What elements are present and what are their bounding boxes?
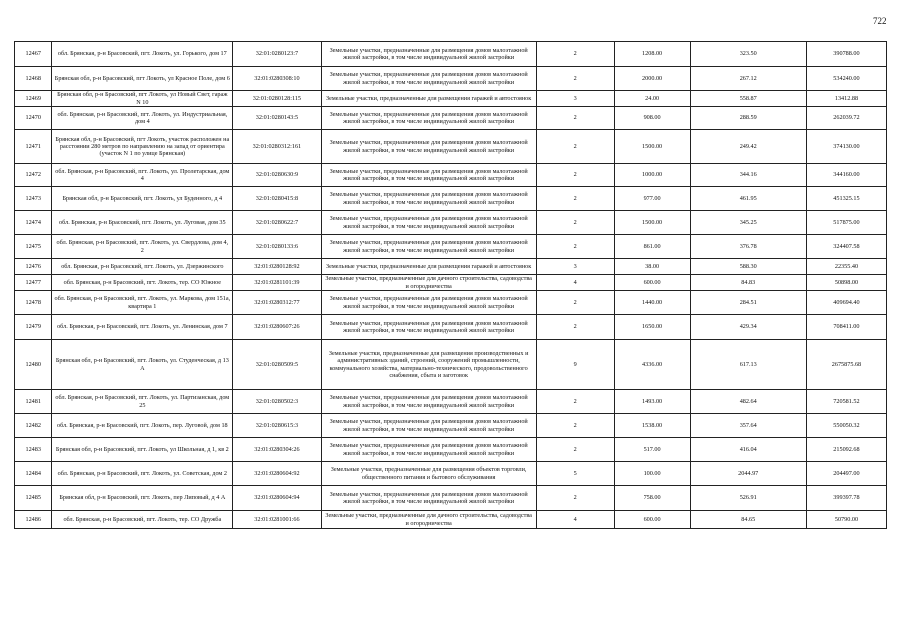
specific-value-cell: 482.64 — [690, 390, 806, 414]
address-cell: Брянская обл, р-н Брасовский, пгт. Локоть, ул Школьная, д 1, кв 2 — [52, 438, 233, 462]
address-cell: Брянская обл, р-н Брасовский, пгт. Локоть, пер Липовый, д 4 А — [52, 486, 233, 511]
address-cell: Брянская обл, р-н Брасовский, пгт. Локоть, ул. Студенческая, д 13 А — [52, 340, 233, 390]
cadastral-number-cell: 32:01:0280607:26 — [233, 315, 321, 340]
specific-value-cell: 267.12 — [690, 67, 806, 91]
record-number: 12485 — [15, 486, 52, 511]
cadastral-number-cell: 32:01:0280312:161 — [233, 130, 321, 164]
record-number: 12478 — [15, 291, 52, 315]
address-cell: обл. Брянская, р-н Брасовский, пгт. Локоть, ул. Ленинская, дом 7 — [52, 315, 233, 340]
cadastral-value-cell: 50898.00 — [806, 275, 886, 291]
cadastral-value-cell: 344160.00 — [806, 164, 886, 187]
area-cell: 1538.00 — [614, 414, 690, 438]
table-row — [15, 275, 887, 291]
specific-value-cell: 284.51 — [690, 291, 806, 315]
cadastral-number-cell: 32:01:0280502:3 — [233, 390, 321, 414]
table-row — [15, 511, 887, 529]
area-cell: 100.00 — [614, 462, 690, 486]
use-group-cell: 2 — [536, 211, 614, 235]
land-use-cell: Земельные участки, предназначенные для размещения гаражей и автостоянок — [321, 259, 536, 275]
record-number: 12467 — [15, 42, 52, 67]
specific-value-cell: 526.91 — [690, 486, 806, 511]
address-cell: обл. Брянская, р-н Брасовский, пгт. Локоть, ул. Дзержинского — [52, 259, 233, 275]
cadastral-value-cell: 262039.72 — [806, 107, 886, 130]
use-group-cell: 2 — [536, 390, 614, 414]
cadastral-number-cell: 32:01:0280308:10 — [233, 67, 321, 91]
use-group-cell: 2 — [536, 315, 614, 340]
record-number: 12470 — [15, 107, 52, 130]
table-row — [15, 211, 887, 235]
table-row — [15, 291, 887, 315]
cadastral-number-cell: 32:01:0280622:7 — [233, 211, 321, 235]
use-group-cell: 2 — [536, 291, 614, 315]
table-row — [15, 390, 887, 414]
address-cell: Брянская обл, р-н Брасовский, пгт Локоть, ул Красное Поле, дом 6 — [52, 67, 233, 91]
area-cell: 4336.00 — [614, 340, 690, 390]
specific-value-cell: 357.64 — [690, 414, 806, 438]
use-group-cell: 2 — [536, 130, 614, 164]
table-row — [15, 414, 887, 438]
cadastral-number-cell: 32:01:0280415:8 — [233, 187, 321, 211]
address-cell: Брянская обл, р-н Брасовский, пгт Локоть, участок расположен на расстоянии 280 метров по направлению на запад от ориентира (участок N 1 по улице Брянская) — [52, 130, 233, 164]
area-cell: 977.00 — [614, 187, 690, 211]
address-cell: Брянская обл, р-н Брасовский, пгт. Локоть, ул Буденного, д 4 — [52, 187, 233, 211]
specific-value-cell: 323.50 — [690, 42, 806, 67]
address-cell: обл. Брянская, р-н Брасовский, пгт. Локоть, тер. СО Дружба — [52, 511, 233, 529]
table-row — [15, 340, 887, 390]
record-number: 12480 — [15, 340, 52, 390]
land-use-cell: Земельные участки, предназначенные для дачного строительства, садоводства и огородничества — [321, 275, 536, 291]
land-use-cell: Земельные участки, предназначенные для размещения домов малоэтажной жилой застройки, в том числе индивидуальной жилой застройки — [321, 164, 536, 187]
record-number: 12483 — [15, 438, 52, 462]
address-cell: обл. Брянская, р-н Брасовский, пгт. Локоть, ул. Горького, дом 17 — [52, 42, 233, 67]
land-use-cell: Земельные участки, предназначенные для размещения домов малоэтажной жилой застройки, в том числе индивидуальной жилой застройки — [321, 235, 536, 259]
area-cell: 600.00 — [614, 511, 690, 529]
cadastral-value-cell: 451325.15 — [806, 187, 886, 211]
use-group-cell: 2 — [536, 187, 614, 211]
specific-value-cell: 344.16 — [690, 164, 806, 187]
cadastral-number-cell: 32:01:0280312:77 — [233, 291, 321, 315]
specific-value-cell: 558.87 — [690, 91, 806, 107]
use-group-cell: 2 — [536, 486, 614, 511]
record-number: 12482 — [15, 414, 52, 438]
address-cell: обл. Брянская, р-н Брасовский, пгт. Локоть, ул. Партизанская, дом 25 — [52, 390, 233, 414]
table-row — [15, 164, 887, 187]
use-group-cell: 2 — [536, 235, 614, 259]
land-use-cell: Земельные участки, предназначенные для дачного строительства, садоводства и огородничества — [321, 511, 536, 529]
record-number: 12468 — [15, 67, 52, 91]
table-row — [15, 462, 887, 486]
cadastral-value-cell: 409694.40 — [806, 291, 886, 315]
land-use-cell: Земельные участки, предназначенные для размещения домов малоэтажной жилой застройки, в том числе индивидуальной жилой застройки — [321, 42, 536, 67]
cadastral-number-cell: 32:01:0280133:6 — [233, 235, 321, 259]
cadastral-number-cell: 32:01:0280630:9 — [233, 164, 321, 187]
land-use-cell: Земельные участки, предназначенные для размещения домов малоэтажной жилой застройки, в том числе индивидуальной жилой застройки — [321, 187, 536, 211]
cadastral-value-cell: 708411.00 — [806, 315, 886, 340]
cadastral-number-cell: 32:01:0280604:92 — [233, 462, 321, 486]
address-cell: обл. Брянская, р-н Брасовский, пгт. Локоть, ул. Луговая, дом 35 — [52, 211, 233, 235]
specific-value-cell: 588.30 — [690, 259, 806, 275]
cadastral-number-cell: 32:01:0280128:92 — [233, 259, 321, 275]
address-cell: обл. Брянская, р-н Брасовский, пгт. Локоть, пер. Луговой, дом 18 — [52, 414, 233, 438]
area-cell: 1500.00 — [614, 211, 690, 235]
use-group-cell: 4 — [536, 511, 614, 529]
specific-value-cell: 84.65 — [690, 511, 806, 529]
record-number: 12479 — [15, 315, 52, 340]
use-group-cell: 3 — [536, 259, 614, 275]
address-cell: обл. Брянская, р-н Брасовский, пгт. Локоть, ул. Пролетарская, дом 4 — [52, 164, 233, 187]
area-cell: 2000.00 — [614, 67, 690, 91]
table-row — [15, 107, 887, 130]
use-group-cell: 2 — [536, 438, 614, 462]
specific-value-cell: 288.59 — [690, 107, 806, 130]
cadastral-number-cell: 32:01:0280604:94 — [233, 486, 321, 511]
table-row — [15, 130, 887, 164]
area-cell: 1440.00 — [614, 291, 690, 315]
address-cell: обл. Брянская, р-н Брасовский, пгт. Локоть, ул. Индустриальная, дом 4 — [52, 107, 233, 130]
cadastral-number-cell: 32:01:0280509:5 — [233, 340, 321, 390]
address-cell: обл. Брянская, р-н Брасовский, пгт. Локоть, ул. Маркова, дом 151а, квартира 1 — [52, 291, 233, 315]
cadastral-value-cell: 2675875.68 — [806, 340, 886, 390]
record-number: 12477 — [15, 275, 52, 291]
land-use-cell: Земельные участки, предназначенные для размещения домов малоэтажной жилой застройки, в том числе индивидуальной жилой застройки — [321, 211, 536, 235]
table-row — [15, 67, 887, 91]
cadastral-value-cell: 517875.00 — [806, 211, 886, 235]
page-number: 722 — [873, 16, 887, 26]
specific-value-cell: 617.13 — [690, 340, 806, 390]
area-cell: 24.00 — [614, 91, 690, 107]
cadastral-value-cell: 374130.00 — [806, 130, 886, 164]
record-number: 12475 — [15, 235, 52, 259]
area-cell: 1208.00 — [614, 42, 690, 67]
record-number: 12484 — [15, 462, 52, 486]
cadastral-value-cell: 390788.00 — [806, 42, 886, 67]
specific-value-cell: 345.25 — [690, 211, 806, 235]
specific-value-cell: 429.34 — [690, 315, 806, 340]
area-cell: 908.00 — [614, 107, 690, 130]
use-group-cell: 4 — [536, 275, 614, 291]
land-use-cell: Земельные участки, предназначенные для размещения домов малоэтажной жилой застройки, в том числе индивидуальной жилой застройки — [321, 438, 536, 462]
area-cell: 600.00 — [614, 275, 690, 291]
cadastral-value-cell: 50790.00 — [806, 511, 886, 529]
area-cell: 517.00 — [614, 438, 690, 462]
land-use-cell: Земельные участки, предназначенные для размещения производственных и административных зданий, строений, сооружений промышленности, коммунального хозяйства, материально-технического, продовольственного снабжения, сбыта и заготовок — [321, 340, 536, 390]
land-use-cell: Земельные участки, предназначенные для размещения домов малоэтажной жилой застройки, в том числе индивидуальной жилой застройки — [321, 390, 536, 414]
table-row — [15, 187, 887, 211]
address-cell: обл. Брянская, р-н Брасовский, пгт. Локоть, ул. Свердлова, дом 4, 2 — [52, 235, 233, 259]
land-use-cell: Земельные участки, предназначенные для размещения домов малоэтажной жилой застройки, в том числе индивидуальной жилой застройки — [321, 130, 536, 164]
use-group-cell: 2 — [536, 67, 614, 91]
cadastral-value-cell: 13412.88 — [806, 91, 886, 107]
use-group-cell: 2 — [536, 42, 614, 67]
area-cell: 1493.00 — [614, 390, 690, 414]
land-use-cell: Земельные участки, предназначенные для размещения домов малоэтажной жилой застройки, в том числе индивидуальной жилой застройки — [321, 315, 536, 340]
specific-value-cell: 2044.97 — [690, 462, 806, 486]
use-group-cell: 5 — [536, 462, 614, 486]
record-number: 12474 — [15, 211, 52, 235]
record-number: 12481 — [15, 390, 52, 414]
address-cell: обл. Брянская, р-н Брасовский, пгт. Локоть, тер. СО Южное — [52, 275, 233, 291]
cadastral-number-cell: 32:01:0280123:7 — [233, 42, 321, 67]
area-cell: 1000.00 — [614, 164, 690, 187]
cadastral-number-cell: 32:01:0280304:26 — [233, 438, 321, 462]
cadastral-value-cell: 550050.32 — [806, 414, 886, 438]
use-group-cell: 2 — [536, 414, 614, 438]
table-row — [15, 235, 887, 259]
specific-value-cell: 416.04 — [690, 438, 806, 462]
land-use-cell: Земельные участки, предназначенные для размещения гаражей и автостоянок — [321, 91, 536, 107]
cadastral-number-cell: 32:01:0280128:115 — [233, 91, 321, 107]
land-use-cell: Земельные участки, предназначенные для размещения домов малоэтажной жилой застройки, в том числе индивидуальной жилой застройки — [321, 486, 536, 511]
record-number: 12471 — [15, 130, 52, 164]
cadastral-value-cell: 534240.00 — [806, 67, 886, 91]
use-group-cell: 3 — [536, 91, 614, 107]
land-use-cell: Земельные участки, предназначенные для размещения домов малоэтажной жилой застройки, в том числе индивидуальной жилой застройки — [321, 291, 536, 315]
table-row — [15, 91, 887, 107]
record-number: 12486 — [15, 511, 52, 529]
cadastral-number-cell: 32:01:0281001:66 — [233, 511, 321, 529]
land-use-cell: Земельные участки, предназначенные для размещения домов малоэтажной жилой застройки, в том числе индивидуальной жилой застройки — [321, 107, 536, 130]
record-number: 12473 — [15, 187, 52, 211]
specific-value-cell: 376.78 — [690, 235, 806, 259]
specific-value-cell: 461.95 — [690, 187, 806, 211]
cadastral-value-table — [14, 41, 887, 529]
land-use-cell: Земельные участки, предназначенные для размещения объектов торговли, общественного питания и бытового обслуживания — [321, 462, 536, 486]
table-row — [15, 438, 887, 462]
use-group-cell: 2 — [536, 164, 614, 187]
record-number: 12472 — [15, 164, 52, 187]
cadastral-number-cell: 32:01:0280143:5 — [233, 107, 321, 130]
cadastral-value-cell: 204497.00 — [806, 462, 886, 486]
cadastral-value-cell: 215092.68 — [806, 438, 886, 462]
cadastral-number-cell: 32:01:0281101:39 — [233, 275, 321, 291]
area-cell: 38.00 — [614, 259, 690, 275]
area-cell: 758.00 — [614, 486, 690, 511]
table-row — [15, 315, 887, 340]
cadastral-value-cell: 22355.40 — [806, 259, 886, 275]
area-cell: 1650.00 — [614, 315, 690, 340]
cadastral-value-cell: 399397.78 — [806, 486, 886, 511]
cadastral-value-cell: 720581.52 — [806, 390, 886, 414]
area-cell: 861.00 — [614, 235, 690, 259]
area-cell: 1500.00 — [614, 130, 690, 164]
record-number: 12476 — [15, 259, 52, 275]
address-cell: Брянская обл, р-н Брасовский, пгт Локоть, ул Новый Свет, гараж N 10 — [52, 91, 233, 107]
address-cell: обл. Брянская, р-н Брасовский, пгт. Локоть, ул. Советская, дом 2 — [52, 462, 233, 486]
table-row — [15, 259, 887, 275]
specific-value-cell: 84.83 — [690, 275, 806, 291]
use-group-cell: 2 — [536, 107, 614, 130]
specific-value-cell: 249.42 — [690, 130, 806, 164]
cadastral-number-cell: 32:01:0280615:3 — [233, 414, 321, 438]
land-use-cell: Земельные участки, предназначенные для размещения домов малоэтажной жилой застройки, в том числе индивидуальной жилой застройки — [321, 67, 536, 91]
table-row — [15, 42, 887, 67]
land-use-cell: Земельные участки, предназначенные для размещения домов малоэтажной жилой застройки, в том числе индивидуальной жилой застройки — [321, 414, 536, 438]
record-number: 12469 — [15, 91, 52, 107]
table-body — [15, 42, 887, 529]
cadastral-value-cell: 324407.58 — [806, 235, 886, 259]
table-row — [15, 486, 887, 511]
use-group-cell: 9 — [536, 340, 614, 390]
